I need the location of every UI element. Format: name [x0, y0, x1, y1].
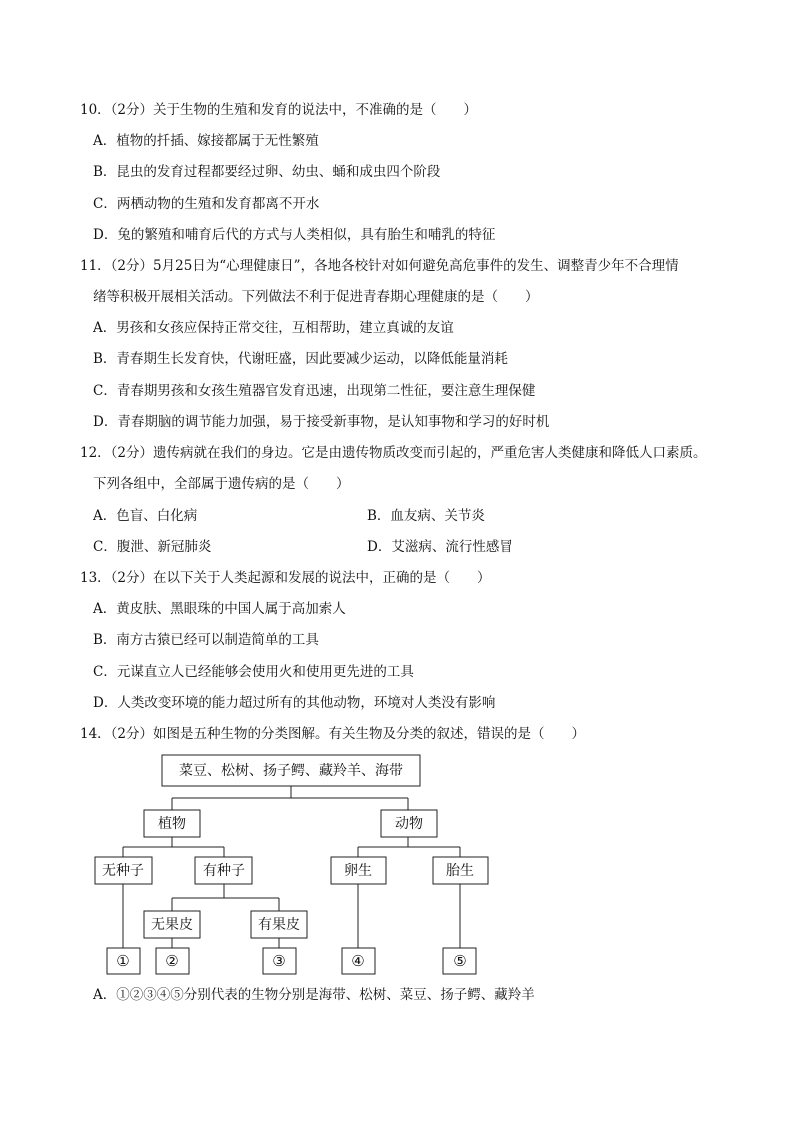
question-13-stem: 13．（2分）在以下关于人类起源和发展的说法中，正确的是（ ） — [80, 570, 491, 586]
diagram-oviparous-label: 卵生 — [344, 863, 372, 879]
question-12-option-b: B．血友病、关节炎 — [367, 508, 485, 524]
question-14-option-a: A．①②③④⑤分别代表的生物分别是海带、松树、菜豆、扬子鳄、藏羚羊 — [93, 987, 535, 1003]
question-12-option-d: D．艾滋病、流行性感冒 — [367, 539, 513, 555]
diagram-root-label: 菜豆、松树、扬子鳄、藏羚羊、海带 — [179, 763, 403, 779]
diagram-root-node — [162, 755, 420, 786]
question-10-option-a: A．植物的扦插、嫁接都属于无性繁殖 — [93, 133, 319, 149]
question-13-option-c: C．元谋直立人已经能够会使用火和使用更先进的工具 — [93, 664, 414, 680]
question-11-option-c: C．青春期男孩和女孩生殖器官发育迅速，出现第二性征，要注意生理保健 — [93, 383, 536, 399]
question-11-stem-line-1: 11．（2分）5月25日为“心理健康日”，各地各校针对如何避免高危事件的发生、调整青少年不合理情 — [80, 258, 679, 274]
diagram-leaf-1-label: ① — [116, 952, 130, 970]
question-10-option-b: B．昆虫的发育过程都要经过卵、幼虫、蛹和成虫四个阶段 — [93, 164, 441, 180]
question-11-stem-line-2: 绪等积极开展相关活动。下列做法不利于促进青春期心理健康的是（ ） — [93, 289, 539, 305]
question-13-option-d: D．人类改变环境的能力超过所有的其他动物，环境对人类没有影响 — [93, 695, 496, 711]
diagram-has-seed-label: 有种子 — [203, 863, 245, 879]
diagram-no-pericarp-label: 无果皮 — [151, 917, 193, 933]
diagram-animal-node — [381, 810, 437, 837]
diagram-has-pericarp-node — [251, 911, 307, 938]
question-13-option-b: B．南方古猿已经可以制造简单的工具 — [93, 632, 319, 648]
question-12-option-a: A．色盲、白化病 — [93, 508, 198, 524]
diagram-animal-label: 动物 — [395, 816, 423, 832]
diagram-viviparous-label: 胎生 — [446, 863, 474, 879]
question-10-stem: 10．（2分）关于生物的生殖和发育的说法中，不准确的是（ ） — [80, 102, 478, 118]
diagram-plant-node — [144, 810, 200, 837]
diagram-has-pericarp-label: 有果皮 — [258, 917, 300, 933]
diagram-no-seed-label: 无种子 — [102, 863, 144, 879]
diagram-leaf-3-label: ③ — [272, 952, 286, 970]
diagram-leaf-2-label: ② — [165, 952, 179, 970]
diagram-leaf-2 — [156, 948, 189, 974]
diagram-no-pericarp-node — [144, 911, 200, 938]
diagram-leaf-3 — [263, 948, 296, 974]
diagram-leaf-4-label: ④ — [351, 952, 365, 970]
question-10-option-d: D．兔的繁殖和哺育后代的方式与人类相似，具有胎生和哺乳的特征 — [93, 227, 496, 243]
diagram-no-seed-node — [95, 857, 152, 884]
diagram-leaf-5 — [443, 948, 476, 974]
question-11-option-b: B．青春期生长发育快，代谢旺盛，因此要减少运动，以降低能量消耗 — [93, 351, 508, 367]
question-13-option-a: A．黄皮肤、黑眼珠的中国人属于高加索人 — [93, 601, 346, 617]
diagram-has-seed-node — [195, 857, 252, 884]
diagram-viviparous-node — [433, 857, 488, 884]
diagram-leaf-1 — [107, 948, 140, 974]
diagram-oviparous-node — [331, 857, 386, 884]
question-11-option-d: D．青春期脑的调节能力加强，易于接受新事物，是认知事物和学习的好时机 — [93, 414, 550, 430]
question-12-stem-line-2: 下列各组中，全部属于遗传病的是（ ） — [93, 476, 350, 492]
question-12-option-c: C．腹泄、新冠肺炎 — [93, 539, 212, 555]
diagram-leaf-5-label: ⑤ — [453, 952, 467, 970]
question-11-option-a: A．男孩和女孩应保持正常交往，互相帮助，建立真诚的友谊 — [93, 320, 454, 336]
question-12-stem-line-1: 12．（2分）遗传病就在我们的身边。它是由遗传物质改变而引起的，严重危害人类健康和降低人口素质。 — [80, 445, 707, 461]
diagram-leaf-4 — [342, 948, 375, 974]
diagram-plant-label: 植物 — [158, 816, 186, 832]
question-14-stem: 14．（2分）如图是五种生物的分类图解。有关生物及分类的叙述，错误的是（ ） — [80, 726, 586, 742]
question-10-option-c: C．两栖动物的生殖和发育都离不开水 — [93, 196, 320, 212]
